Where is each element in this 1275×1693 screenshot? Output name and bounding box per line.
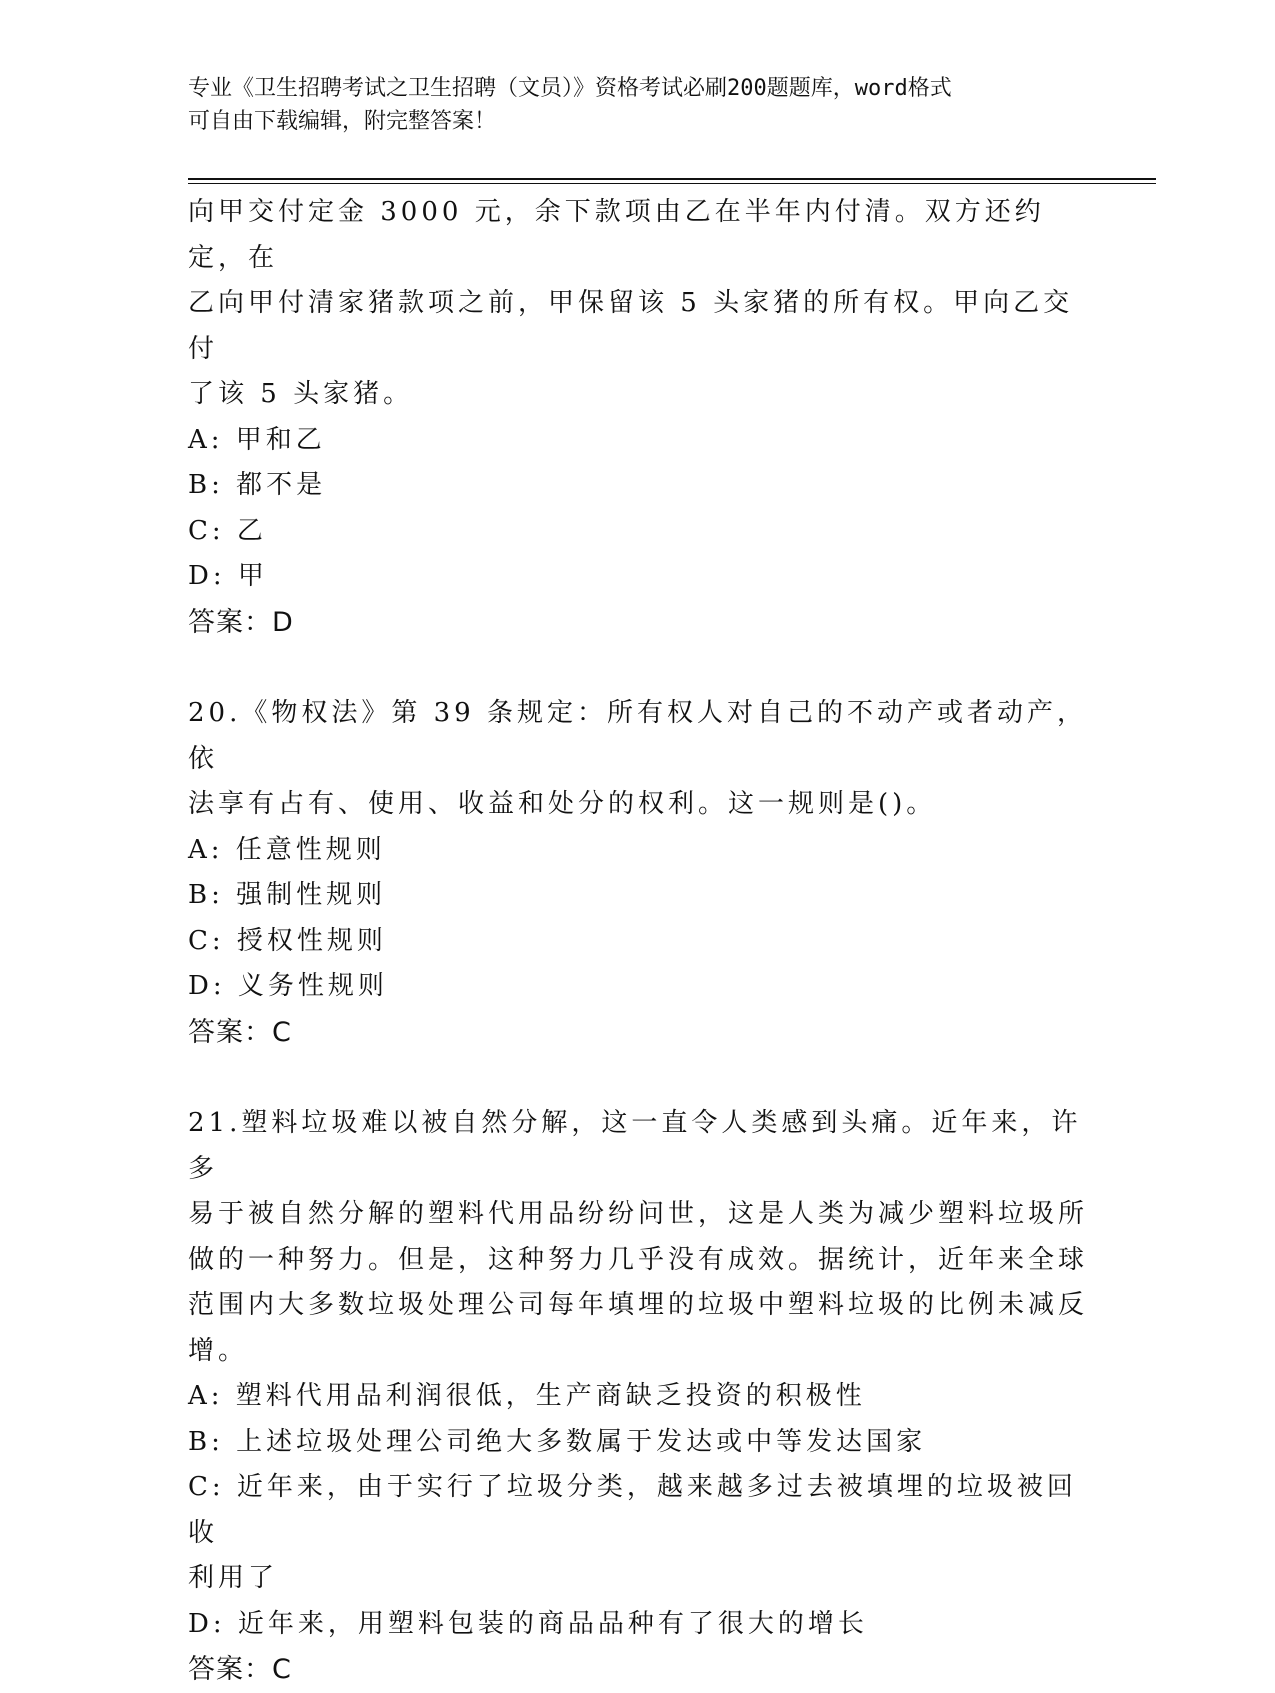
question-stem-line: 向甲交付定金 3000 元，余下款项由乙在半年内付清。双方还约定，在 <box>188 197 1045 273</box>
question-stem-line: 增。 <box>188 1335 249 1366</box>
option-d: D: 甲 <box>188 561 268 591</box>
answer-label: 答案：D <box>188 606 294 638</box>
option-b: B: 上述垃圾处理公司绝大多数属于发达或中等发达国家 <box>188 1426 927 1457</box>
question-stem-line: 易于被自然分解的塑料代用品纷纷问世，这是人类为减少塑料垃圾所 <box>188 1199 1089 1229</box>
option-c-continued: 利用了 <box>188 1563 279 1593</box>
spacer <box>188 645 1088 691</box>
header-title-line-1: 专业《卫生招聘考试之卫生招聘（文员）》资格考试必刷200题题库，word格式 <box>188 76 952 101</box>
question-block <box>188 691 1088 1055</box>
option-c: C: 授权性规则 <box>188 925 387 956</box>
spacer <box>188 1055 1088 1101</box>
answer-label: 答案：C <box>188 1016 292 1048</box>
option-b: B: 都不是 <box>188 470 327 500</box>
question-stem-line: 做的一种努力。但是，这种努力几乎没有成效。据统计，近年来全球 <box>188 1244 1089 1275</box>
option-d: D: 义务性规则 <box>188 971 388 1001</box>
question-stem-line: 20.《物权法》第 39 条规定：所有权人对自己的不动产或者动产，依 <box>188 698 1087 774</box>
question-stem-line: 范围内大多数垃圾处理公司每年填埋的垃圾中塑料垃圾的比例未减反 <box>188 1290 1089 1320</box>
option-b: B: 强制性规则 <box>188 880 387 910</box>
option-c: C: 乙 <box>188 515 267 546</box>
question-list <box>188 190 1088 1693</box>
option-a: A: 任意性规则 <box>188 834 386 865</box>
option-a: A: 塑料代用品利润很低，生产商缺乏投资的积极性 <box>188 1381 866 1411</box>
answer-label: 答案：C <box>188 1654 292 1685</box>
document-header <box>188 72 1068 138</box>
option-a: A: 甲和乙 <box>188 424 326 455</box>
option-c: C: 近年来，由于实行了垃圾分类，越来越多过去被填埋的垃圾被回收 <box>188 1472 1077 1548</box>
question-stem-line: 了该 5 头家猪。 <box>188 379 414 409</box>
question-stem-line: 乙向甲付清家猪款项之前，甲保留该 5 头家猪的所有权。甲向乙交付 <box>188 288 1074 364</box>
header-title-line-2: 可自由下载编辑，附完整答案！ <box>188 109 497 134</box>
option-d: D: 近年来，用塑料包装的商品品种有了很大的增长 <box>188 1608 868 1639</box>
question-stem-line: 法享有占有、使用、收益和处分的权利。这一规则是()。 <box>188 789 937 819</box>
header-divider <box>188 178 1156 184</box>
question-block <box>188 1101 1088 1693</box>
question-block <box>188 190 1088 645</box>
question-stem-line: 21.塑料垃圾难以被自然分解，这一直令人类感到头痛。近年来，许多 <box>188 1108 1082 1184</box>
